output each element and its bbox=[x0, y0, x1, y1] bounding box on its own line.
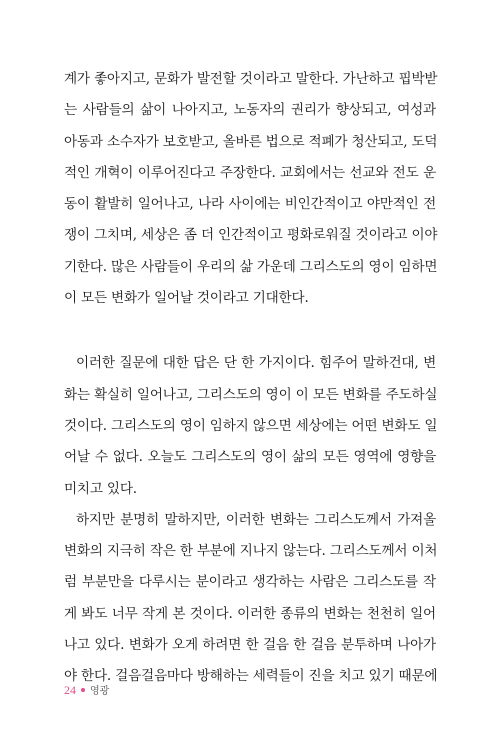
text-line: 것이다. 그리스도의 영이 임하지 않으면 세상에는 어떤 변화도 일 bbox=[64, 417, 438, 434]
paragraph-1 bbox=[64, 64, 436, 314]
text-line: 변화의 지극히 작은 한 부분에 지나지 않는다. 그리스도께서 이처 bbox=[64, 543, 438, 560]
text-line: 게 봐도 너무 작게 본 것이다. 이러한 종류의 변화는 천천히 일어 bbox=[64, 605, 436, 622]
paragraph-3 bbox=[64, 505, 436, 693]
text-line: 적인 개혁이 이루어진다고 주장한다. 교회에서는 선교와 전도 운 bbox=[64, 164, 436, 181]
text-line: 야 한다. 걸음걸음마다 방해하는 세력들이 진을 치고 있기 때문에 bbox=[64, 668, 438, 685]
text-line: 아동과 소수자가 보호받고, 올바른 법으로 적폐가 청산되고, 도덕 bbox=[64, 133, 438, 150]
text-line: 기한다. 많은 사람들이 우리의 삶 가운데 그리스도의 영이 임하면 bbox=[64, 258, 438, 275]
text-line: 미치고 있다. bbox=[64, 480, 137, 497]
page-number: 24 bbox=[64, 683, 76, 697]
text-line: 는 사람들의 삶이 나아지고, 노동자의 권리가 향상되고, 여성과 bbox=[64, 102, 436, 119]
text-line: 화는 확실히 일어나고, 그리스도의 영이 이 모든 변화를 주도하실 bbox=[64, 386, 438, 403]
text-line: 이러한 질문에 대한 답은 단 한 가지이다. 힘주어 말하건대, 변 bbox=[76, 355, 436, 372]
running-title: 영광 bbox=[90, 686, 110, 697]
page-footer bbox=[64, 683, 109, 699]
text-line: 쟁이 그치며, 세상은 좀 더 인간적이고 평화로워질 것이라고 이야 bbox=[64, 227, 438, 244]
text-line: 하지만 분명히 말하지만, 이러한 변화는 그리스도께서 가져올 bbox=[76, 511, 436, 528]
page-body bbox=[64, 64, 436, 693]
text-line: 계가 좋아지고, 문화가 발전할 것이라고 말한다. 가난하고 핍박받 bbox=[64, 71, 438, 87]
text-line: 럼 부분만을 다루시는 분이라고 생각하는 사람은 그리스도를 작 bbox=[64, 574, 436, 591]
bullet-dot-icon bbox=[81, 688, 85, 692]
text-line: 나고 있다. 변화가 오게 하려면 한 걸음 한 걸음 분투하며 나아가 bbox=[64, 637, 436, 654]
text-line: 어날 수 없다. 오늘도 그리스도의 영이 삶의 모든 영역에 영향을 bbox=[64, 449, 436, 466]
text-line: 동이 활발히 일어나고, 나라 사이에는 비인간적이고 야만적인 전 bbox=[64, 196, 436, 213]
text-line: 이 모든 변화가 일어날 것이라고 기대한다. bbox=[64, 290, 309, 307]
paragraph-spacer bbox=[64, 314, 436, 348]
paragraph-2 bbox=[64, 348, 436, 504]
